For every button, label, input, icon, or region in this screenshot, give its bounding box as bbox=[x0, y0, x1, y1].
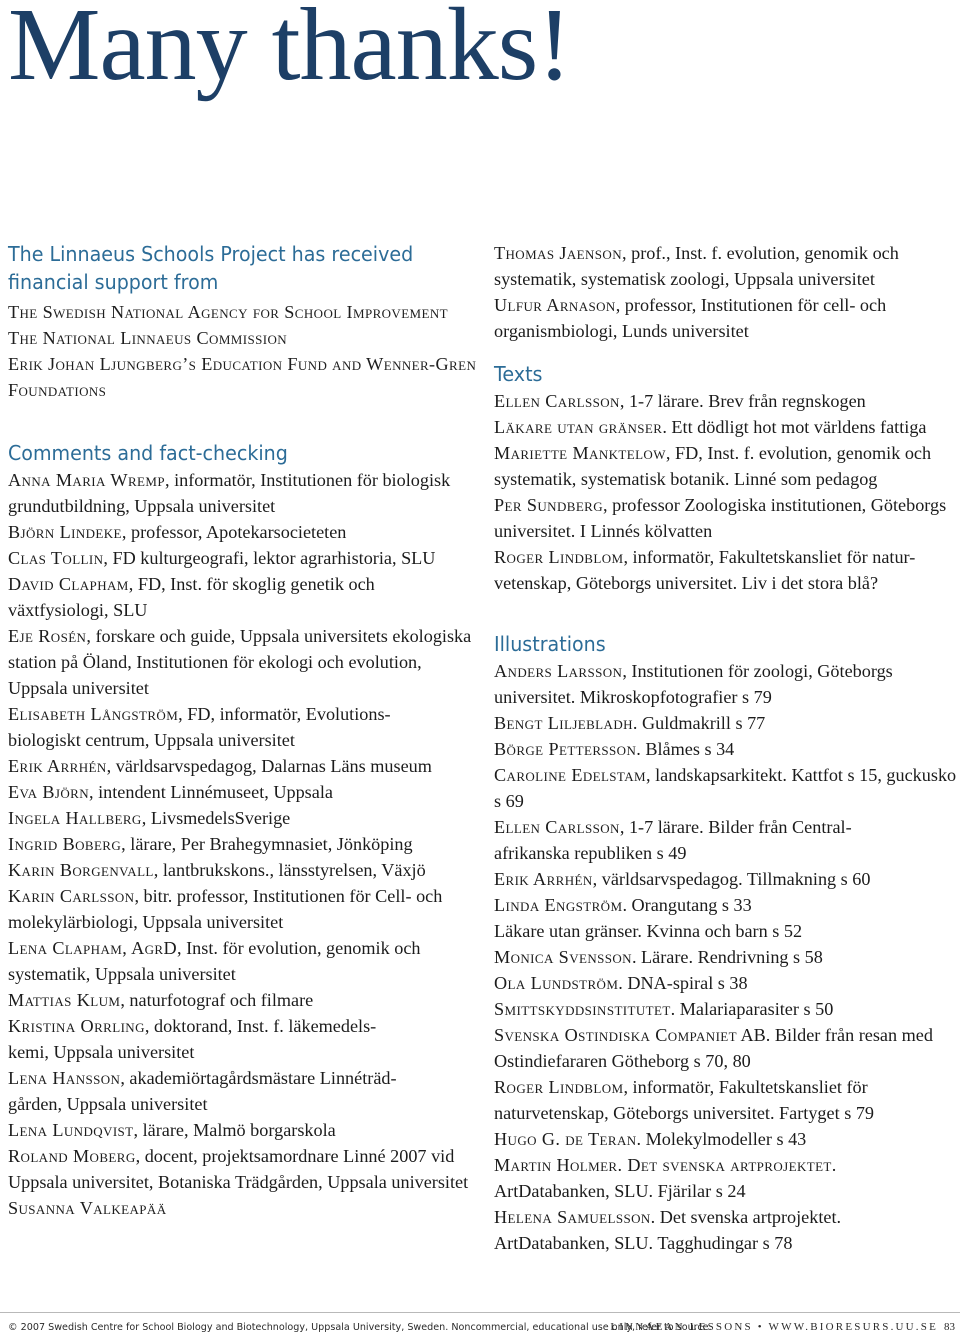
credit-text: , Inst. för evolution, genomik och systematik, Uppsala universitet bbox=[8, 938, 421, 984]
credit-text: . Ett dödligt hot mot världens fattiga bbox=[662, 417, 927, 437]
credit-name: Eje Rosén bbox=[8, 626, 87, 646]
copyright-text: © 2007 Swedish Centre for School Biology and Biotechnology, Uppsala University, Sweden. Noncommercial, educational use only, refer to source. bbox=[8, 1322, 712, 1333]
credit-name: Caroline Edelstam bbox=[494, 765, 646, 785]
credit-entry bbox=[8, 779, 478, 805]
page-number: 83 bbox=[944, 1321, 955, 1333]
credit-text: . Blåmes s 34 bbox=[636, 739, 735, 759]
credit-entry bbox=[8, 1143, 478, 1195]
credit-entry bbox=[8, 545, 478, 571]
credit-entry bbox=[8, 753, 478, 779]
credit-entry bbox=[8, 805, 478, 831]
credit-entry bbox=[494, 996, 960, 1022]
credit-entry bbox=[494, 944, 960, 970]
credit-text: , akademiörtagårdsmästare Linnéträd- gården, Uppsala universitet bbox=[8, 1068, 397, 1114]
credit-name: Karin Borgenvall bbox=[8, 860, 154, 880]
credit-name: Roger Lindblom bbox=[494, 1077, 624, 1097]
credit-entry bbox=[8, 857, 478, 883]
credit-text: , världsarvspedagog, Dalarnas Läns museum bbox=[106, 756, 432, 776]
right-column bbox=[494, 240, 960, 1256]
page-footer bbox=[0, 1312, 960, 1340]
credit-entry bbox=[494, 1152, 960, 1204]
credit-text: . Orangutang s 33 bbox=[622, 895, 752, 915]
credit-text: , bitr. professor, Institutionen för Cell- och molekylärbiologi, Uppsala universitet bbox=[8, 886, 443, 932]
credit-text: Läkare utan gränser. Kvinna och barn s 52 bbox=[494, 921, 803, 941]
credit-text: , lärare, Malmö borgarskola bbox=[133, 1120, 336, 1140]
credit-name: Roger Lindblom bbox=[494, 547, 624, 567]
credit-text: AB. Bilder från resan med Ostindiefararen Götheborg s 70, 80 bbox=[494, 1025, 933, 1071]
credit-entry bbox=[494, 866, 960, 892]
funders-list bbox=[8, 299, 478, 403]
credit-name: Elisabeth Långström bbox=[8, 704, 179, 724]
support-heading: The Linnaeus Schools Project has received financial support from bbox=[8, 242, 414, 294]
illustrations-heading: Illustrations bbox=[494, 632, 606, 656]
credit-text: , informatör, Institutionen för biologisk grundutbildning, Uppsala universitet bbox=[8, 470, 451, 516]
illustrations-list bbox=[494, 658, 960, 1256]
credit-name: Mattias Klum bbox=[8, 990, 121, 1010]
credit-entry bbox=[494, 544, 960, 596]
credit-name: Susanna Valkeapää bbox=[8, 1198, 167, 1218]
credit-name: Erik Arrhén bbox=[8, 756, 107, 776]
credit-name: Läkare utan gränser bbox=[494, 417, 663, 437]
credit-entry bbox=[494, 1126, 960, 1152]
left-column bbox=[8, 240, 478, 1221]
funder-item: The Swedish National Agency for School Improvement bbox=[8, 302, 448, 322]
credit-name: Helena Samuelsson bbox=[494, 1207, 651, 1227]
credit-name: Martin Holmer. Det svenska artprojektet. bbox=[494, 1155, 837, 1175]
credit-name: Smittskyddsinstitutet bbox=[494, 999, 671, 1019]
credit-name: Bengt Liljebladh bbox=[494, 713, 633, 733]
credit-text: , professor Zoologiska institutionen, Göteborgs universitet. I Linnés kölvatten bbox=[494, 495, 947, 541]
credit-name: Lena Hansson bbox=[8, 1068, 121, 1088]
credit-text: , FD kulturgeografi, lektor agrarhistoria, SLU bbox=[103, 548, 436, 568]
credit-name: Kristina Orrling bbox=[8, 1016, 145, 1036]
credit-name: Ola Lundström bbox=[494, 973, 619, 993]
credit-entry bbox=[8, 935, 478, 987]
page-title: Many thanks! bbox=[8, 0, 571, 102]
credit-text: . Lärare. Rendrivning s 58 bbox=[631, 947, 823, 967]
credit-name: Linda Engström bbox=[494, 895, 623, 915]
credit-name: Thomas Jaenson bbox=[494, 243, 623, 263]
credit-name: David Clapham bbox=[8, 574, 129, 594]
credit-entry bbox=[494, 492, 960, 544]
credit-entry bbox=[494, 388, 960, 414]
credit-text: ArtDatabanken, SLU. Fjärilar s 24 bbox=[494, 1181, 746, 1201]
credit-name: Svenska Ostindiska Companiet bbox=[494, 1025, 737, 1045]
credit-name: Mariette Manktelow bbox=[494, 443, 666, 463]
credit-entry bbox=[8, 519, 478, 545]
credit-text: , naturfotograf och filmare bbox=[120, 990, 314, 1010]
credit-entry bbox=[8, 1013, 478, 1065]
credit-text: , FD, informatör, Evolutions- biologiskt centrum, Uppsala universitet bbox=[8, 704, 391, 750]
credit-text: , världsarvspedagog. Tillmakning s 60 bbox=[592, 869, 871, 889]
credit-entry bbox=[8, 467, 478, 519]
credit-name: Per Sundberg bbox=[494, 495, 604, 515]
texts-heading: Texts bbox=[494, 362, 543, 386]
credit-entry bbox=[494, 970, 960, 996]
credit-text: , lantbrukskons., länsstyrelsen, Växjö bbox=[153, 860, 426, 880]
credit-entry bbox=[494, 918, 960, 944]
credit-text: , forskare och guide, Uppsala universitets ekologiska station på Öland, Institutionen för ekologi och evolution, Uppsala universitet bbox=[8, 626, 472, 698]
credit-entry bbox=[8, 831, 478, 857]
texts-list bbox=[494, 388, 960, 596]
credit-entry bbox=[494, 414, 960, 440]
credit-text: , FD, Inst. f. evolution, genomik och systematik, systematisk botanik. Linné som pedagog bbox=[494, 443, 932, 489]
credit-text: . Malariaparasiter s 50 bbox=[670, 999, 834, 1019]
credit-entry bbox=[494, 892, 960, 918]
credit-text: , prof., Inst. f. evolution, genomik och systematik, systematisk zoologi, Uppsala universitet bbox=[494, 243, 899, 289]
credit-entry bbox=[8, 987, 478, 1013]
credit-name: Karin Carlsson bbox=[8, 886, 135, 906]
credit-name: Erik Arrhén bbox=[494, 869, 593, 889]
funder-item: Erik Johan Ljungberg’s Education Fund and Wenner-Gren Foundations bbox=[8, 354, 477, 400]
credit-name: Ellen Carlsson bbox=[494, 817, 620, 837]
credit-name: Lena Clapham, AgrD bbox=[8, 938, 178, 958]
credit-entry bbox=[8, 701, 478, 753]
credit-text: , 1-7 lärare. Brev från regnskogen bbox=[619, 391, 866, 411]
credit-text: , intendent Linnémuseet, Uppsala bbox=[89, 782, 333, 802]
credit-name: Ingela Hallberg bbox=[8, 808, 142, 828]
credit-name: Ingrid Boberg bbox=[8, 834, 122, 854]
credit-entry bbox=[494, 1022, 960, 1074]
credit-text: , professor, Apotekarsocieteten bbox=[121, 522, 347, 542]
credit-text: , docent, projektsamordnare Linné 2007 vid Uppsala universitet, Botaniska Trädgården, Uppsala universitet bbox=[8, 1146, 469, 1192]
series-text: LINNAEAN LESSONS • WWW.BIORESURS.UU.SE bbox=[610, 1321, 938, 1333]
credit-text: . Molekylmodeller s 43 bbox=[636, 1129, 807, 1149]
credit-entry bbox=[494, 292, 960, 344]
credit-entry bbox=[494, 762, 960, 814]
credit-entry bbox=[8, 1065, 478, 1117]
credit-entry bbox=[8, 1117, 478, 1143]
credit-name: Börge Pettersson bbox=[494, 739, 637, 759]
credit-entry bbox=[494, 240, 960, 292]
comments-heading: Comments and fact-checking bbox=[8, 441, 288, 465]
credit-text: , landskapsarkitekt. Kattfot s 15, guckusko s 69 bbox=[494, 765, 957, 811]
credit-text: , FD, Inst. för skoglig genetik och växtfysiologi, SLU bbox=[8, 574, 375, 620]
comments-list bbox=[8, 467, 478, 1221]
credit-name: Hugo G. de Teran bbox=[494, 1129, 637, 1149]
credit-name: Björn Lindeke bbox=[8, 522, 122, 542]
credit-entry bbox=[8, 883, 478, 935]
credit-entry bbox=[494, 1074, 960, 1126]
credit-text: , professor, Institutionen för cell- och organismbiologi, Lunds universitet bbox=[494, 295, 887, 341]
credit-entry bbox=[8, 571, 478, 623]
comments-continued-list bbox=[494, 240, 960, 344]
credit-entry bbox=[8, 1195, 478, 1221]
credit-text: . Det svenska artprojektet. ArtDatabanken, SLU. Tagghudingar s 78 bbox=[494, 1207, 842, 1253]
credit-text: , LivsmedelsSverige bbox=[141, 808, 291, 828]
credit-name: Clas Tollin bbox=[8, 548, 104, 568]
credit-name: Eva Björn bbox=[8, 782, 89, 802]
credit-name: Lena Lundqvist bbox=[8, 1120, 134, 1140]
credit-name: Roland Moberg bbox=[8, 1146, 136, 1166]
credit-text: , informatör, Fakultetskansliet för natur- vetenskap, Göteborgs universitet. Liv i det stora blå? bbox=[494, 547, 916, 593]
credit-text: , lärare, Per Brahegymnasiet, Jönköping bbox=[121, 834, 413, 854]
credit-entry bbox=[494, 440, 960, 492]
credit-entry bbox=[494, 658, 960, 710]
credit-entry bbox=[494, 710, 960, 736]
credit-entry bbox=[494, 736, 960, 762]
credit-text: , 1-7 lärare. Bilder från Central- afrikanska republiken s 49 bbox=[494, 817, 852, 863]
credit-name: Anders Larsson bbox=[494, 661, 623, 681]
credit-entry bbox=[494, 814, 960, 866]
credit-text: , doktorand, Inst. f. läkemedels- kemi, Uppsala universitet bbox=[8, 1016, 377, 1062]
credit-name: Monica Svensson bbox=[494, 947, 632, 967]
credit-entry bbox=[494, 1204, 960, 1256]
credit-entry bbox=[8, 623, 478, 701]
credit-text: . Guldmakrill s 77 bbox=[632, 713, 766, 733]
credit-text: , Institutionen för zoologi, Göteborgs universitet. Mikroskopfotografier s 79 bbox=[494, 661, 893, 707]
credit-name: Ulfur Arnason bbox=[494, 295, 616, 315]
credit-name: Ellen Carlsson bbox=[494, 391, 620, 411]
credit-name: Anna Maria Wremp bbox=[8, 470, 165, 490]
credit-text: . DNA-spiral s 38 bbox=[618, 973, 748, 993]
credit-text: , informatör, Fakultetskansliet för naturvetenskap, Göteborgs universitet. Fartyget s 79 bbox=[494, 1077, 875, 1123]
funder-item: The National Linnaeus Commission bbox=[8, 328, 288, 348]
